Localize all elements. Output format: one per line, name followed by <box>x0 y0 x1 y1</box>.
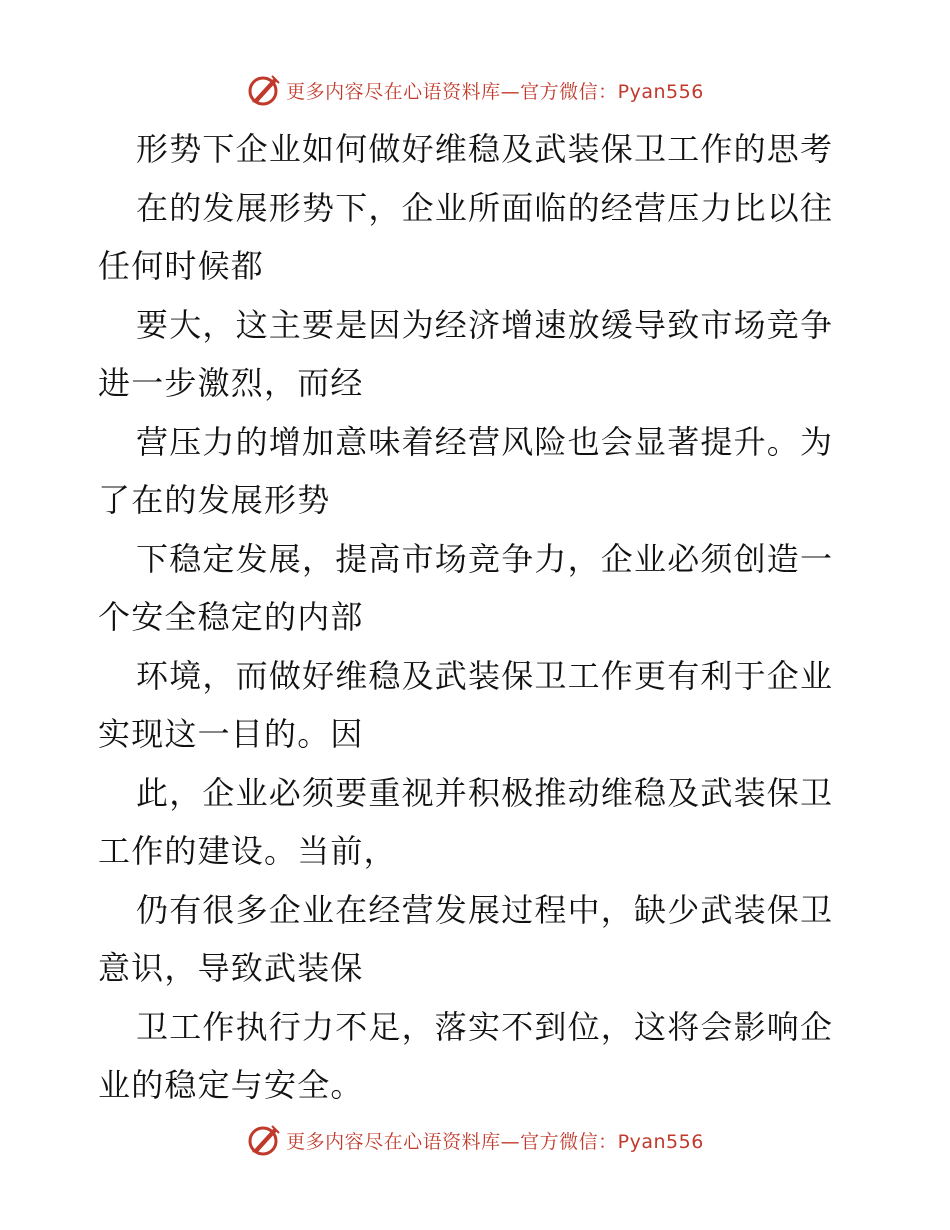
footer-watermark <box>0 1120 950 1160</box>
text-line: 进一步激烈，而经 <box>98 364 364 402</box>
watermark-contact-text: 官方微信：Pyan556 <box>520 80 704 103</box>
quill-logo-icon <box>246 1122 282 1158</box>
watermark-main-text: 更多内容尽在心语资料库— <box>286 1130 521 1153</box>
document-body <box>98 120 858 1115</box>
text-line: 此，企业必须要重视并积极推动维稳及武装保卫 <box>136 773 834 812</box>
text-line: 要大，这主要是因为经济增速放缓导致市场竞争 <box>136 305 834 344</box>
text-line: 任何时候都 <box>98 247 265 285</box>
text-line: 意识，导致武装保 <box>98 949 364 987</box>
text-line: 卫工作执行力不足，落实不到位，这将会影响企 <box>136 1007 834 1046</box>
header-watermark <box>0 70 950 110</box>
quill-logo-icon <box>246 72 282 108</box>
text-line: 下稳定发展，提高市场竞争力，企业必须创造一 <box>136 539 834 578</box>
text-line: 环境，而做好维稳及武装保卫工作更有利于企业 <box>136 656 834 695</box>
watermark-main-text: 更多内容尽在心语资料库— <box>286 80 521 103</box>
watermark-contact-text: 官方微信：Pyan556 <box>520 1130 704 1153</box>
text-line: 在的发展形势下，企业所面临的经营压力比以往 <box>136 188 834 227</box>
text-line: 营压力的增加意味着经营风险也会显著提升。为 <box>136 422 834 461</box>
text-line: 了在的发展形势 <box>98 481 331 519</box>
text-line: 仍有很多企业在经营发展过程中，缺少武装保卫 <box>136 890 834 929</box>
text-line: 工作的建设。当前， <box>98 832 397 870</box>
text-line: 形势下企业如何做好维稳及武装保卫工作的思考 <box>136 130 834 168</box>
text-line: 实现这一目的。因 <box>98 715 364 753</box>
text-line: 个安全稳定的内部 <box>98 598 364 636</box>
text-line: 业的稳定与安全。 <box>98 1066 364 1104</box>
